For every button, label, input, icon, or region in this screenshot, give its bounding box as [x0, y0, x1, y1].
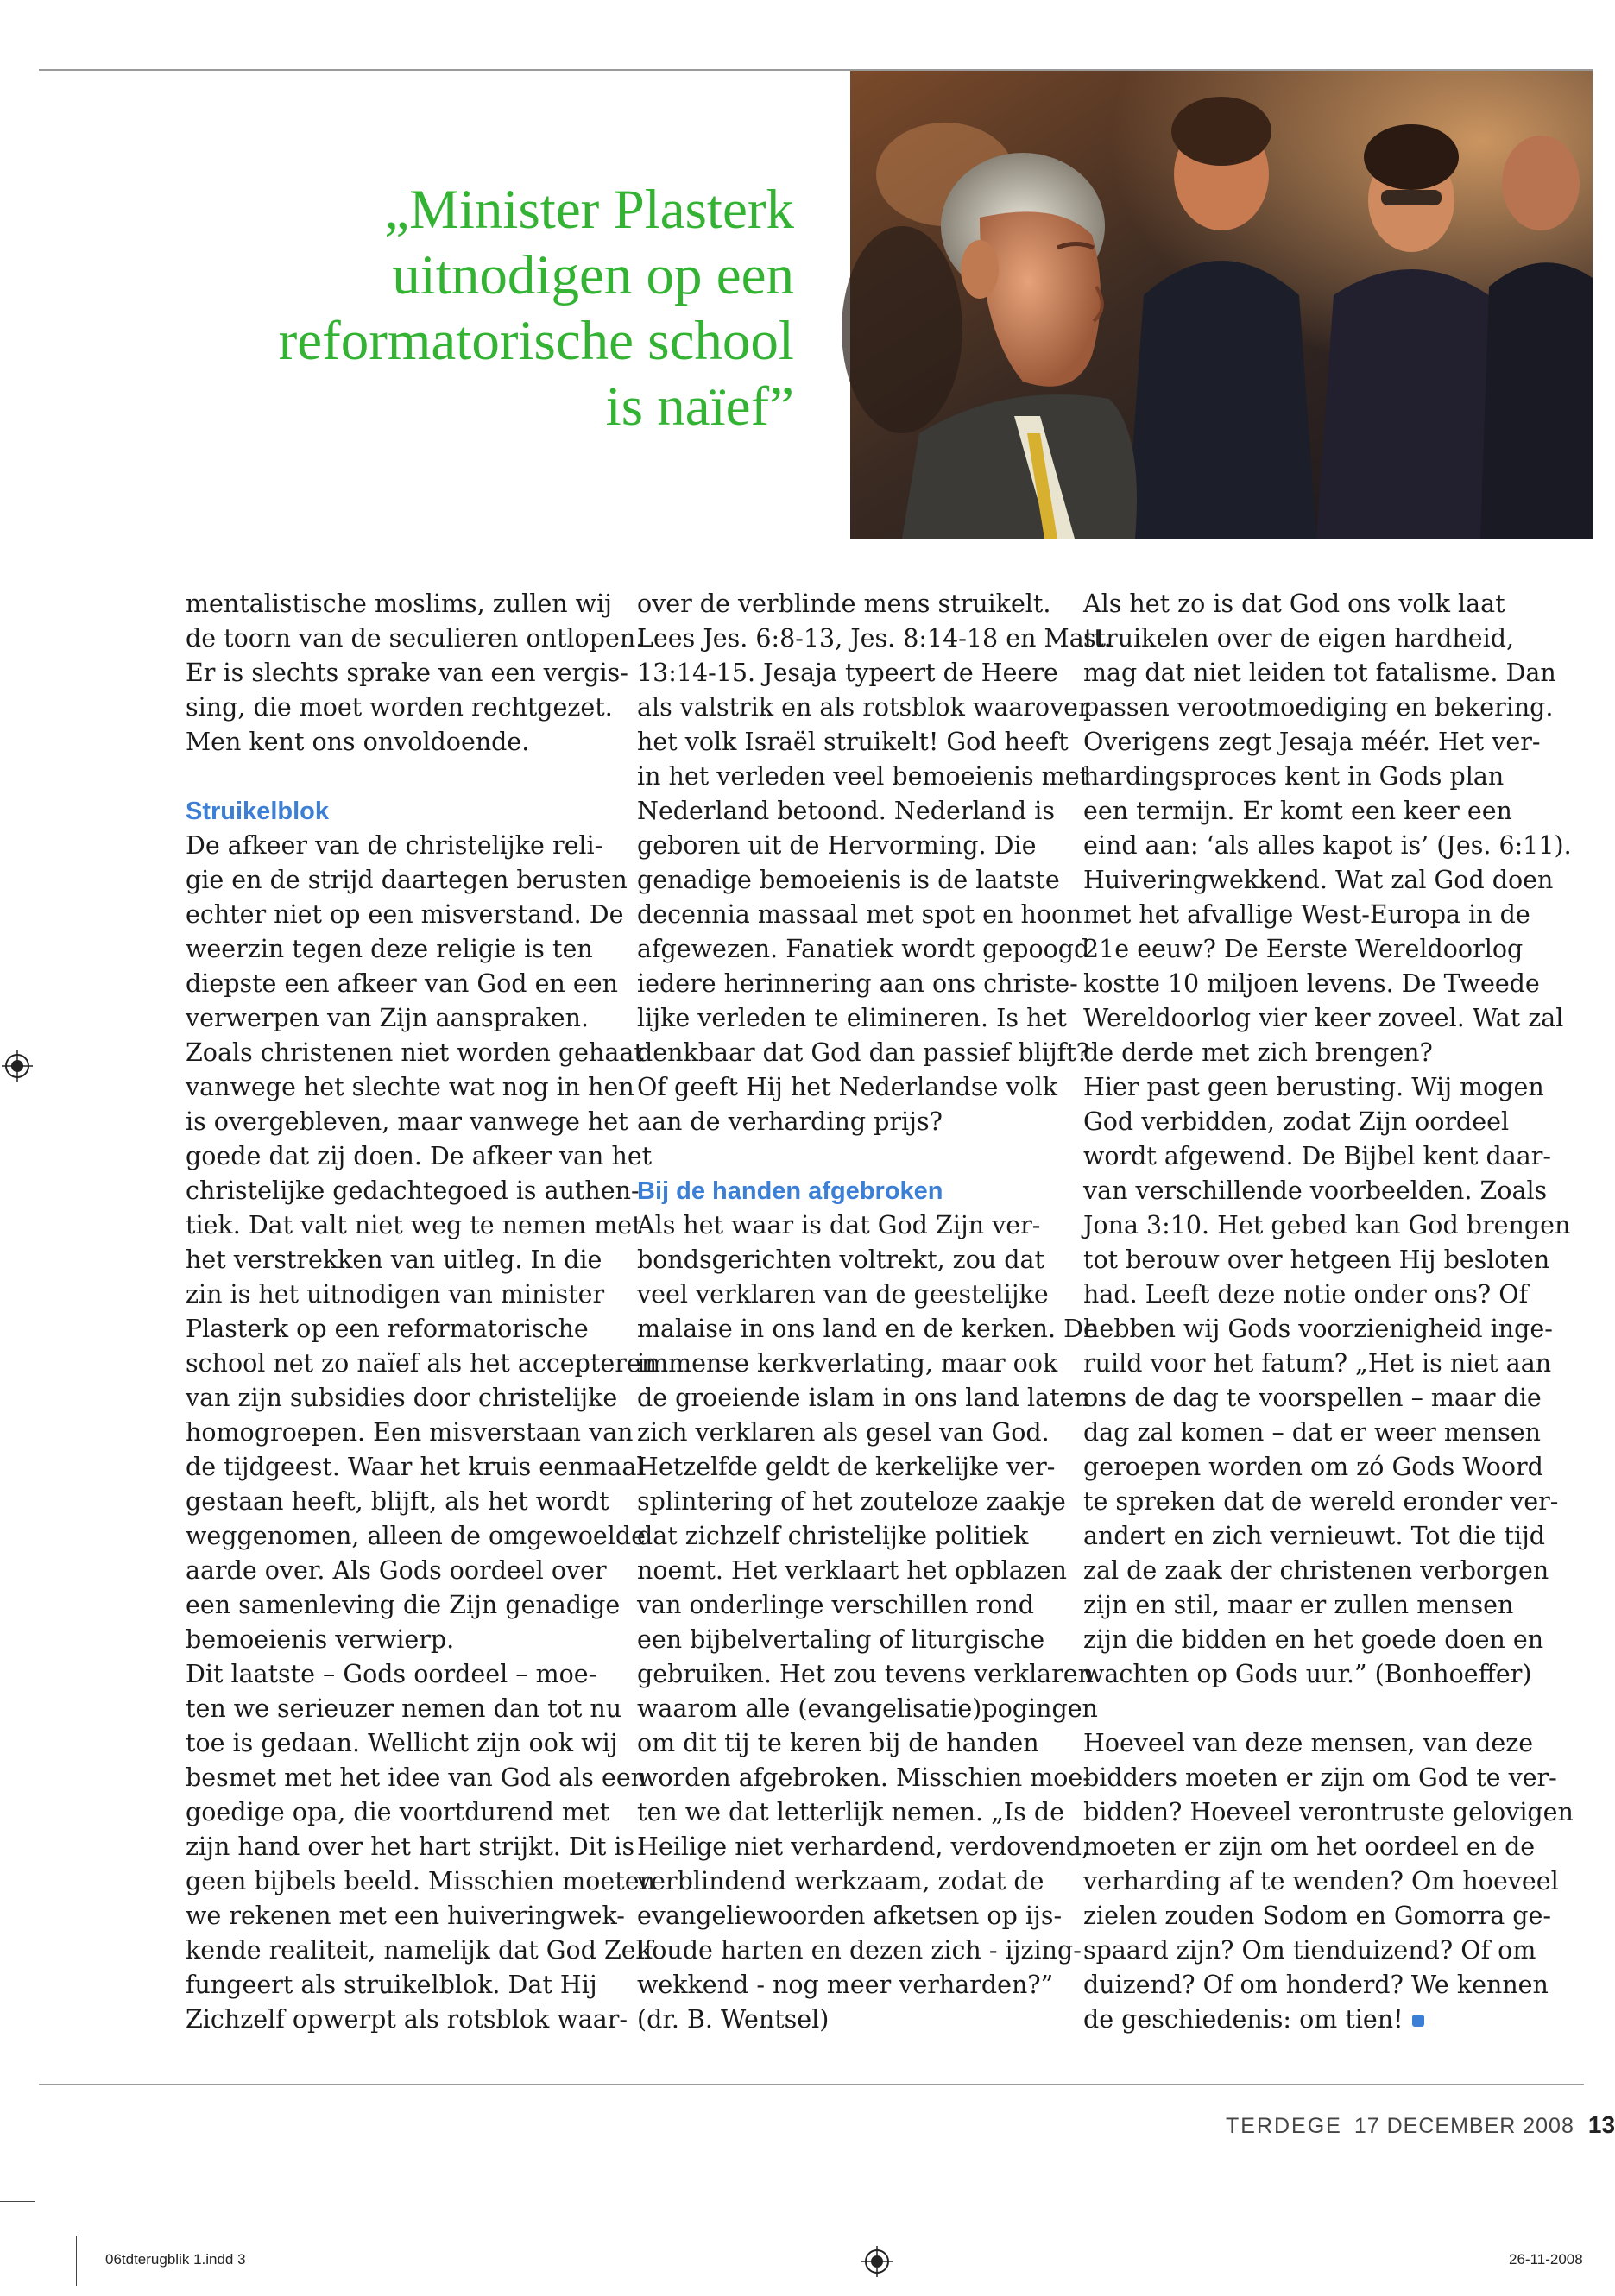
article-column-2 — [637, 587, 1112, 2037]
registration-mark-icon — [860, 2244, 894, 2279]
text-line: goedige opa, die voortdurend met — [186, 1798, 610, 1826]
text-line: iedere herinnering aan ons christe- — [637, 969, 1078, 998]
text-line: verharding af te wenden? Om hoeveel — [1083, 1867, 1559, 1895]
text-line: verwerpen van Zijn aanspraken. — [186, 1004, 590, 1032]
section-heading-struikelblok: Struikelblok — [186, 798, 329, 825]
text-line: besmet met het idee van God als een — [186, 1763, 647, 1792]
text-line: immense kerkverlating, maar ook — [637, 1349, 1058, 1378]
text-line: tot berouw over hetgeen Hij besloten — [1083, 1246, 1550, 1274]
text-line: als valstrik en als rotsblok waarover — [637, 693, 1090, 722]
text-line: Of geeft Hij het Nederlandse volk — [637, 1073, 1058, 1101]
text-line: de derde met zich brengen? — [1083, 1038, 1433, 1067]
text-line: struikelen over de eigen hardheid, — [1083, 624, 1515, 653]
text-line: kostte 10 miljoen levens. De Tweede — [1083, 969, 1540, 998]
text-line: koude harten en dezen zich - ijzing- — [637, 1936, 1082, 1965]
text-line: weerzin tegen deze religie is ten — [186, 935, 593, 963]
article-photo — [850, 71, 1593, 539]
text-line: Jona 3:10. Het gebed kan God brengen — [1083, 1211, 1571, 1239]
issue-date: 17 DECEMBER 2008 — [1353, 2114, 1574, 2138]
text-line: spaard zijn? Om tienduizend? Of om — [1083, 1936, 1536, 1965]
text-line: van zijn subsidies door christelijke — [186, 1384, 618, 1412]
text-line: echter niet op een misverstand. De — [186, 900, 624, 929]
text-line: om dit tij te keren bij de handen — [637, 1729, 1039, 1757]
text-line: weggenomen, alleen de omgewoelde — [186, 1522, 646, 1550]
text-line: mentalistische moslims, zullen wij — [186, 590, 613, 618]
text-line: de groeiende islam in ons land laten — [637, 1384, 1090, 1412]
text-line: school net zo naïef als het accepteren — [186, 1349, 658, 1378]
text-line: een bijbelvertaling of liturgische — [637, 1625, 1045, 1654]
text-line: het volk Israël struikelt! God heeft — [637, 728, 1069, 756]
pull-quote-line: is naïef” — [605, 375, 794, 438]
page-number: 13 — [1587, 2111, 1615, 2138]
text-line: wachten op Gods uur.” (Bonhoeffer) — [1083, 1660, 1532, 1688]
text-line: mag dat niet leiden tot fatalisme. Dan — [1083, 659, 1556, 687]
text-line: hebben wij Gods voorzienigheid inge- — [1083, 1315, 1553, 1343]
paragraph — [637, 1208, 1098, 2037]
text-line: van verschillende voorbeelden. Zoals — [1083, 1176, 1548, 1205]
text-line: Heilige niet verhardend, verdovend, — [637, 1832, 1090, 1861]
text-line: Lees Jes. 6:8-13, Jes. 8:14-18 en Matt. — [637, 624, 1112, 653]
text-line: de toorn van de seculieren ontlopen. — [186, 624, 644, 653]
text-line: Men kent ons onvoldoende. — [186, 728, 530, 756]
text-line: goede dat zij doen. De afkeer van het — [186, 1142, 653, 1170]
text-line: bondsgerichten voltrekt, zou dat — [637, 1246, 1044, 1274]
text-line: in het verleden veel bemoeienis met — [637, 762, 1090, 791]
paragraph — [637, 587, 1112, 1139]
crop-mark — [0, 2201, 35, 2202]
text-line: worden afgebroken. Misschien moe- — [637, 1763, 1091, 1792]
text-line: Hoeveel van deze mensen, van deze — [1083, 1729, 1534, 1757]
text-line: geboren uit de Hervorming. Die — [637, 831, 1037, 860]
text-line: 21e eeuw? De Eerste Wereldoorlog — [1083, 935, 1524, 963]
text-line: fungeert als struikelblok. Dat Hij — [186, 1971, 597, 1999]
paragraph — [1083, 1726, 1574, 2037]
text-line: waarom alle (evangelisatie)pogingen — [637, 1694, 1098, 1723]
text-line: malaise in ons land en de kerken. De — [637, 1315, 1098, 1343]
text-line: bidden? Hoeveel verontruste gelovigen — [1083, 1798, 1574, 1826]
text-line: genadige bemoeienis is de laatste — [637, 866, 1060, 894]
pull-quote-line: reformatorische school — [278, 310, 794, 372]
paragraph — [1083, 587, 1572, 1692]
text-line: geen bijbels beeld. Misschien moeten — [186, 1867, 655, 1895]
text-line: bidders moeten er zijn om God te ver- — [1083, 1763, 1557, 1792]
text-line: passen verootmoediging en bekering. — [1083, 693, 1554, 722]
pull-quote-line: uitnodigen op een — [392, 244, 794, 306]
text-line: zin is het uitnodigen van minister — [186, 1280, 605, 1309]
text-line: te spreken dat de wereld eronder ver- — [1083, 1487, 1559, 1516]
text-line — [1083, 2003, 1541, 2037]
text-line: zich verklaren als gesel van God. — [637, 1418, 1050, 1447]
text-line: dag zal komen – dat er weer mensen — [1083, 1418, 1541, 1447]
text-line: met het afvallige West-Europa in de — [1083, 900, 1530, 929]
text-line: gebruiken. Het zou tevens verklaren — [637, 1660, 1095, 1688]
text-line: Huiveringwekkend. Wat zal God doen — [1083, 866, 1554, 894]
text-line: veel verklaren van de geestelijke — [637, 1280, 1049, 1309]
text-line: denkbaar dat God dan passief blijft? — [637, 1038, 1089, 1067]
text-line: moeten er zijn om het oordeel en de — [1083, 1832, 1536, 1861]
text-line: sing, die moet worden rechtgezet. — [186, 693, 613, 722]
text-line: Zoals christenen niet worden gehaat — [186, 1038, 644, 1067]
text-line: vanwege het slechte wat nog in hen — [186, 1073, 634, 1101]
text-line: dat zichzelf christelijke politiek — [637, 1522, 1029, 1550]
text-line: Zichzelf opwerpt als rotsblok waar- — [186, 2005, 628, 2034]
text-line: Plasterk op een reformatorische — [186, 1315, 589, 1343]
text-line: de tijdgeest. Waar het kruis eenmaal — [186, 1453, 645, 1481]
text-line: ten we dat letterlijk nemen. „Is de — [637, 1798, 1064, 1826]
text-line: zal de zaak der christenen verborgen — [1083, 1556, 1549, 1585]
text-line: duizend? Of om honderd? We kennen — [1083, 1971, 1549, 1999]
text-line: Er is slechts sprake van een vergis- — [186, 659, 628, 687]
pull-quote-line: „Minister Plasterk — [384, 179, 794, 241]
magazine-name: TERDEGE — [1226, 2114, 1342, 2138]
text-line: verblindend werkzaam, zodat de — [637, 1867, 1044, 1895]
text-line: (dr. B. Wentsel) — [637, 2005, 830, 2034]
print-slug-date: 26-11-2008 — [1509, 2251, 1583, 2268]
text-line-content: de geschiedenis: om tien! — [1083, 2005, 1404, 2034]
text-line: lijke verleden te elimineren. Is het — [637, 1004, 1067, 1032]
text-line: splintering of het zouteloze zaakje — [637, 1487, 1066, 1516]
text-line: homogroepen. Een misverstaan van — [186, 1418, 634, 1447]
text-line: 13:14-15. Jesaja typeert de Heere — [637, 659, 1058, 687]
text-line: van onderlinge verschillen rond — [637, 1591, 1035, 1619]
text-line: wordt afgewend. De Bijbel kent daar- — [1083, 1142, 1552, 1170]
article-column-3 — [1083, 587, 1574, 2037]
text-line: zijn hand over het hart strijkt. Dit is — [186, 1832, 635, 1861]
text-line: God verbidden, zodat Zijn oordeel — [1083, 1107, 1510, 1136]
pull-quote — [173, 177, 794, 439]
text-line: afgewezen. Fanatiek wordt gepoogd — [637, 935, 1090, 963]
text-line: evangeliewoorden afketsen op ijs- — [637, 1902, 1063, 1930]
text-line: tiek. Dat valt niet weg te nemen met — [186, 1211, 642, 1239]
text-line: ten we serieuzer nemen dan tot nu — [186, 1694, 622, 1723]
text-line: ruild voor het fatum? „Het is niet aan — [1083, 1349, 1552, 1378]
text-line: diepste een afkeer van God en een — [186, 969, 618, 998]
text-line: een termijn. Er komt een keer een — [1083, 797, 1512, 825]
paragraph — [186, 829, 658, 2037]
bottom-rule — [39, 2084, 1584, 2085]
text-line: bemoeienis verwierp. — [186, 1625, 455, 1654]
crop-mark — [76, 2236, 77, 2286]
text-line: zijn die bidden en het goede doen en — [1083, 1625, 1544, 1654]
section-heading-bij-de-handen-afgebroken: Bij de handen afgebroken — [637, 1177, 943, 1205]
text-line: toe is gedaan. Wellicht zijn ook wij — [186, 1729, 618, 1757]
end-of-article-icon — [1412, 2015, 1424, 2027]
text-line: gie en de strijd daartegen berusten — [186, 866, 628, 894]
print-slug-filename: 06tdterugblik 1.indd 3 — [105, 2251, 246, 2268]
text-line: gestaan heeft, blijft, als het wordt — [186, 1487, 609, 1516]
text-line: kende realiteit, namelijk dat God Zelf — [186, 1936, 653, 1965]
text-line: zielen zouden Sodom en Gomorra ge- — [1083, 1902, 1552, 1930]
registration-mark-icon — [0, 1049, 35, 1083]
text-line: Hetzelfde geldt de kerkelijke ver- — [637, 1453, 1056, 1481]
text-line: een samenleving die Zijn genadige — [186, 1591, 621, 1619]
text-line: andert en zich vernieuwt. Tot die tijd — [1083, 1522, 1546, 1550]
text-line: het verstrekken van uitleg. In die — [186, 1246, 602, 1274]
page-footer — [1226, 2111, 1615, 2139]
classroom-photo — [850, 71, 1593, 539]
text-line: christelijke gedachtegoed is authen- — [186, 1176, 640, 1205]
text-line: zijn en stil, maar er zullen mensen — [1083, 1591, 1514, 1619]
text-line: Dit laatste – Gods oordeel – moe- — [186, 1660, 597, 1688]
text-line: is overgebleven, maar vanwege het — [186, 1107, 628, 1136]
text-line: had. Leeft deze notie onder ons? Of — [1083, 1280, 1529, 1309]
text-line: Wereldoorlog vier keer zoveel. Wat zal — [1083, 1004, 1564, 1032]
text-line: hardingsproces kent in Gods plan — [1083, 762, 1505, 791]
article-column-1 — [186, 587, 658, 2037]
text-line: Hier past geen berusting. Wij mogen — [1083, 1073, 1544, 1101]
text-line: eind aan: ‘als alles kapot is’ (Jes. 6:11). — [1083, 831, 1572, 860]
text-line: over de verblinde mens struikelt. — [637, 590, 1051, 618]
text-line: wekkend - nog meer verharden?” — [637, 1971, 1054, 1999]
text-line: De afkeer van de christelijke reli- — [186, 831, 603, 860]
text-line: we rekenen met een huiveringwek- — [186, 1902, 625, 1930]
text-line: aarde over. Als Gods oordeel over — [186, 1556, 607, 1585]
paragraph — [186, 587, 644, 760]
text-line: geroepen worden om zó Gods Woord — [1083, 1453, 1543, 1481]
text-line: decennia massaal met spot en hoon — [637, 900, 1082, 929]
text-line: Als het zo is dat God ons volk laat — [1083, 590, 1505, 618]
text-line: aan de verharding prijs? — [637, 1107, 943, 1136]
text-line: ons de dag te voorspellen – maar die — [1083, 1384, 1542, 1412]
text-line: noemt. Het verklaart het opblazen — [637, 1556, 1068, 1585]
text-line: Overigens zegt Jesaja méér. Het ver- — [1083, 728, 1541, 756]
text-line: Als het waar is dat God Zijn ver- — [637, 1211, 1041, 1239]
text-line: Nederland betoond. Nederland is — [637, 797, 1055, 825]
